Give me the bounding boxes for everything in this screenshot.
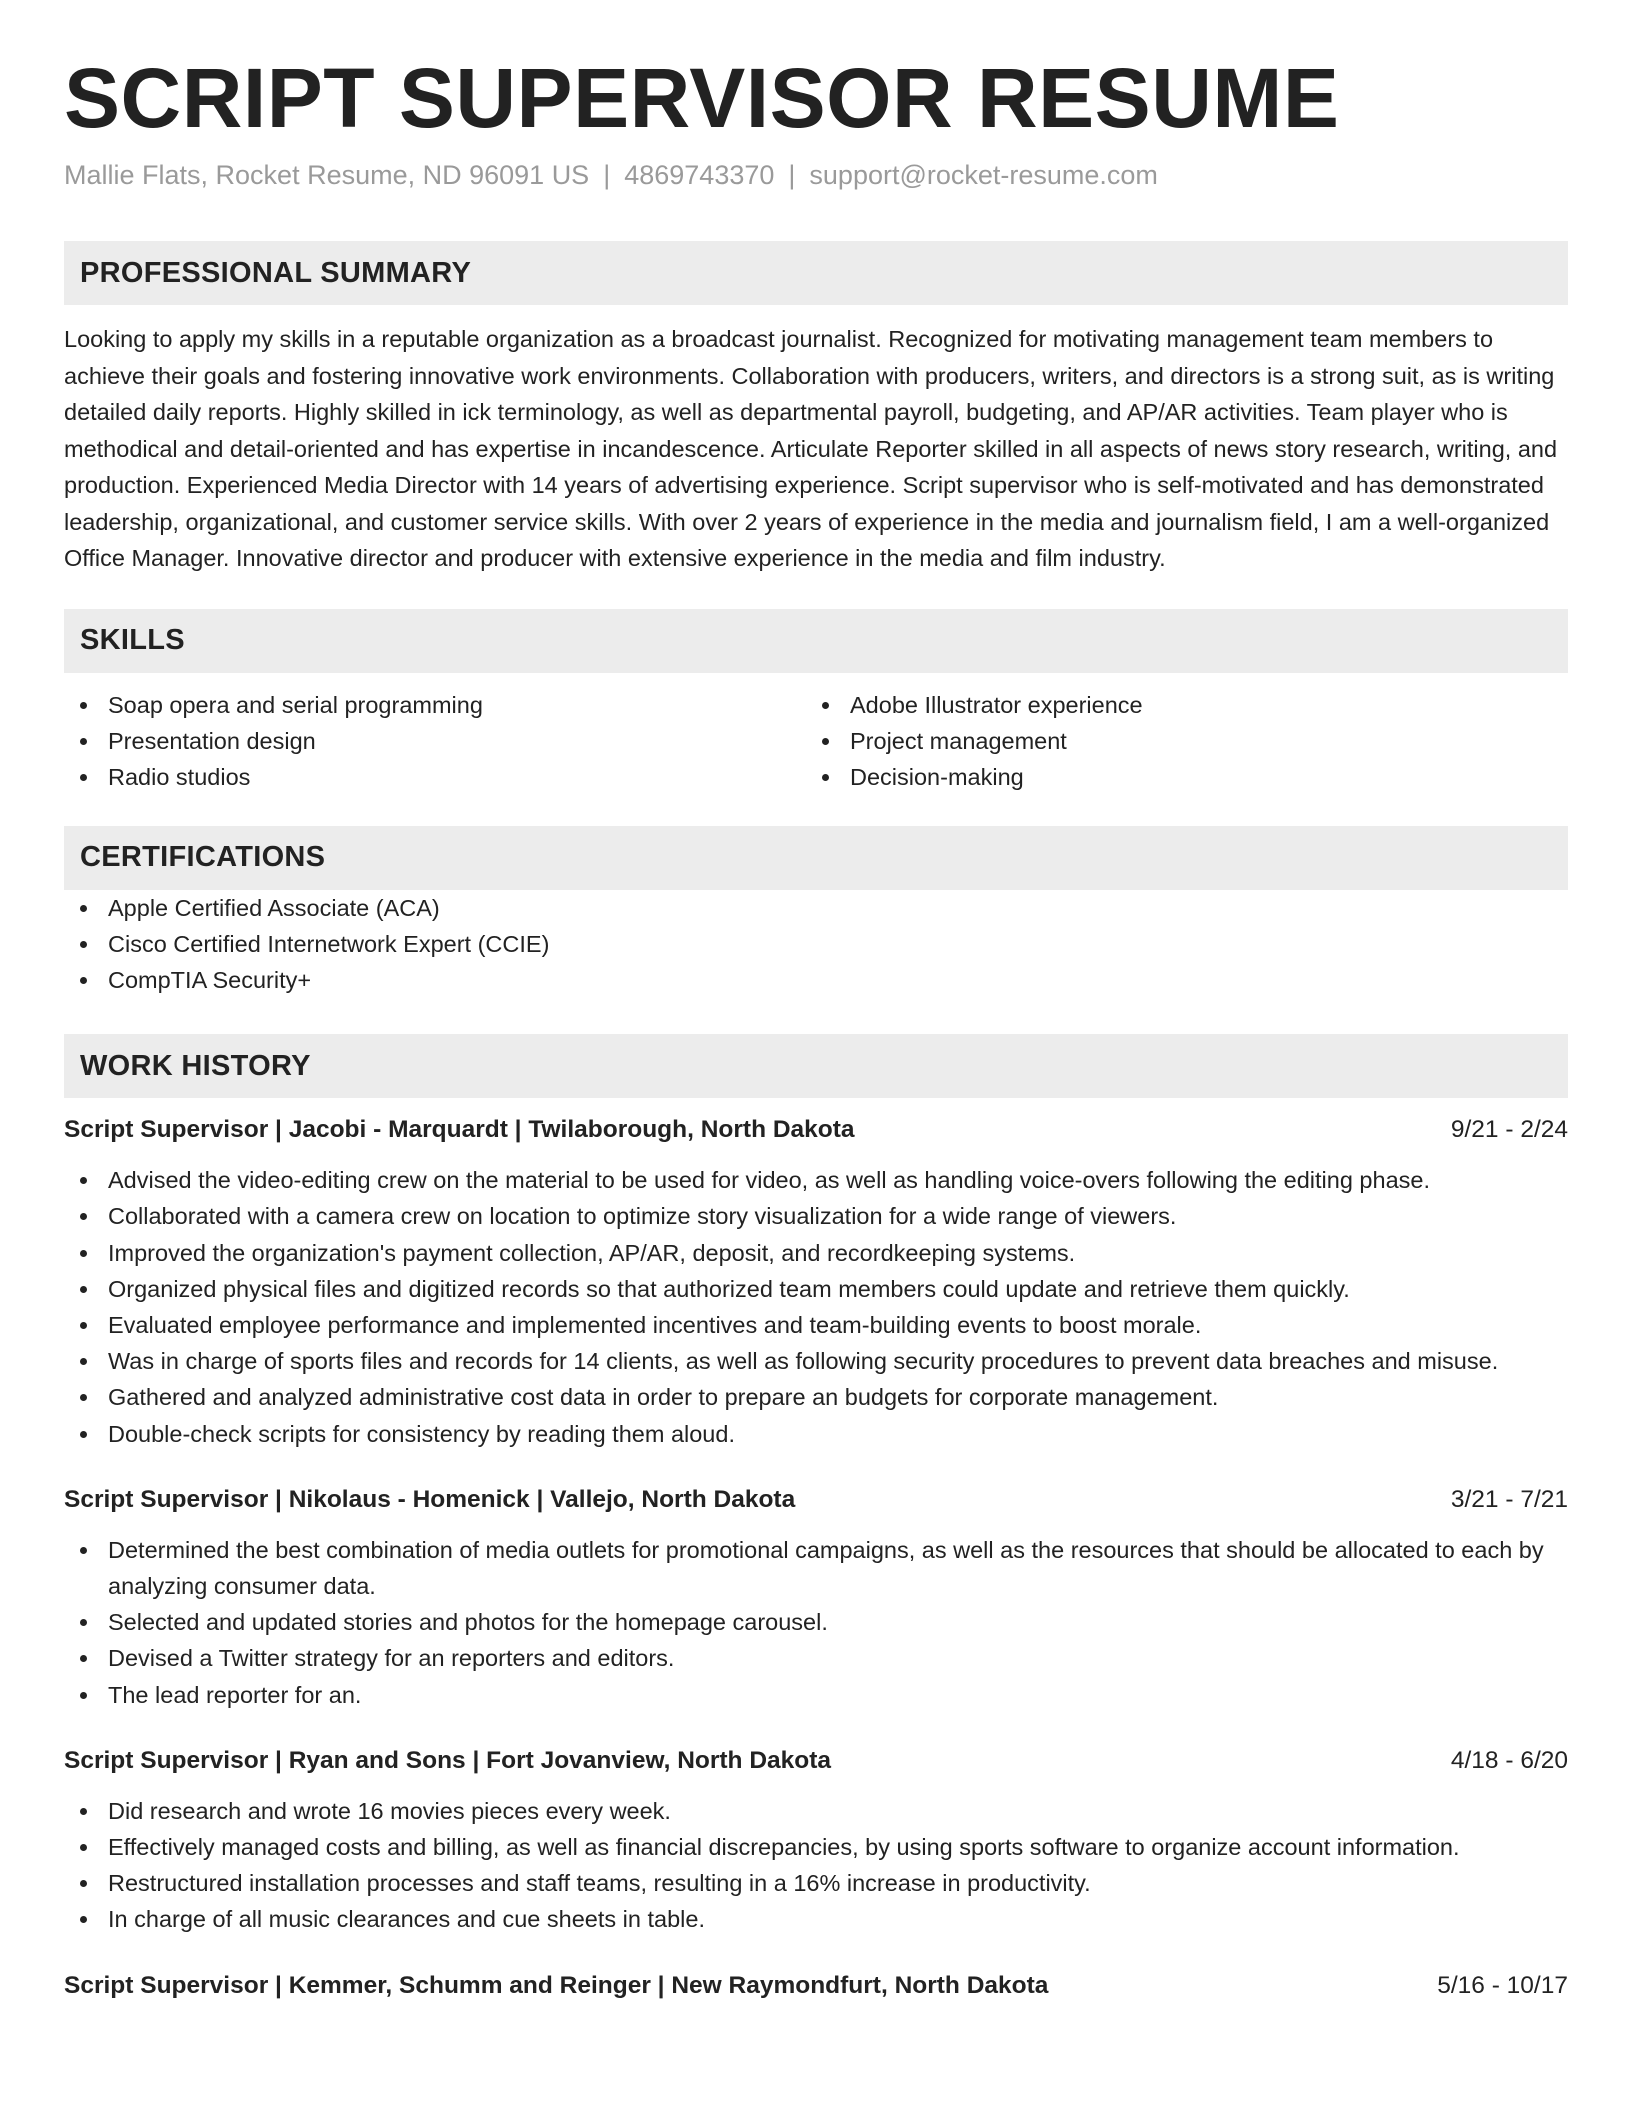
job-bullet: Devised a Twitter strategy for an reporters and editors. — [64, 1640, 1568, 1676]
job-bullet: Organized physical files and digitized records so that authorized team members could update and retrieve them quickly. — [64, 1271, 1568, 1307]
job-bullet: Evaluated employee performance and implemented incentives and team-building events to boost morale. — [64, 1307, 1568, 1343]
job-bullet: Selected and updated stories and photos for the homepage carousel. — [64, 1604, 1568, 1640]
skills-list — [64, 687, 1568, 796]
job-entry — [64, 1743, 1568, 1938]
resume-page — [64, 52, 1568, 2004]
job-bullets — [64, 1532, 1568, 1713]
job-heading: Script Supervisor | Ryan and Sons | Fort Jovanview, North Dakota — [64, 1746, 832, 1774]
certification-item: Apple Certified Associate (ACA) — [64, 890, 1568, 926]
section-header-summary: PROFESSIONAL SUMMARY — [64, 241, 1568, 305]
job-bullet: Advised the video-editing crew on the material to be used for video, as well as handling voice-overs following the editing phase. — [64, 1162, 1568, 1198]
summary-text: Looking to apply my skills in a reputable organization as a broadcast journalist. Recognized for motivating management team members to achieve their goals and fostering innovative work environments. Collaboration with producers, writers, and directors is a strong suit, as is writing detailed daily reports. Highly skilled in ick terminology, as well as departmental payroll, budgeting, and AP/AR activities. Team player who is methodical and detail-oriented and has expertise in incandescence. Articulate Reporter skilled in all aspects of news story research, writing, and production. Experienced Media Director with 14 years of advertising experience. Script supervisor who is self-motivated and has demonstrated leadership, organizational, and customer service skills. With over 2 years of experience in the media and journalism field, I am a well-organized Office Manager. Innovative director and producer with extensive experience in the media and film industry. — [64, 326, 1558, 572]
job-bullets — [64, 1793, 1568, 1938]
job-header — [64, 1112, 1568, 1148]
job-heading: Script Supervisor | Nikolaus - Homenick | Vallejo, North Dakota — [64, 1485, 796, 1513]
job-dates: 3/21 - 7/21 — [1450, 1485, 1568, 1513]
job-bullets — [64, 1162, 1568, 1452]
section-header-work-history: WORK HISTORY — [64, 1034, 1568, 1098]
certification-item: Cisco Certified Internetwork Expert (CCIE) — [64, 926, 1568, 962]
section-header-skills: SKILLS — [64, 609, 1568, 673]
job-bullet: Restructured installation processes and staff teams, resulting in a 16% increase in productivity. — [64, 1865, 1568, 1901]
contact-separator: | — [788, 160, 796, 191]
job-header — [64, 1743, 1568, 1779]
skill-item: Adobe Illustrator experience — [806, 687, 1548, 723]
skill-item: Soap opera and serial programming — [64, 687, 806, 723]
contact-info — [64, 158, 1568, 193]
resume-title: SCRIPT SUPERVISOR RESUME — [64, 51, 1340, 145]
job-bullet: The lead reporter for an. — [64, 1677, 1568, 1713]
job-heading: Script Supervisor | Jacobi - Marquardt | Twilaborough, North Dakota — [64, 1116, 855, 1144]
contact-address: Mallie Flats, Rocket Resume, ND 96091 US — [64, 160, 590, 191]
contact-email: support@rocket-resume.com — [809, 160, 1158, 191]
job-header — [64, 1968, 1568, 2004]
job-bullet: Was in charge of sports files and records for 14 clients, as well as following security procedures to prevent data breaches and misuse. — [64, 1343, 1568, 1379]
job-bullet: Improved the organization's payment collection, AP/AR, deposit, and recordkeeping systems. — [64, 1235, 1568, 1271]
skills-column-left — [64, 687, 806, 796]
job-bullet: Effectively managed costs and billing, as well as financial discrepancies, by using sports software to organize account information. — [64, 1829, 1568, 1865]
job-entry — [64, 1112, 1568, 1452]
job-dates: 9/21 - 2/24 — [1450, 1116, 1568, 1144]
certification-item: CompTIA Security+ — [64, 962, 1568, 998]
skill-item: Radio studios — [64, 759, 806, 795]
skill-item: Decision-making — [806, 759, 1548, 795]
job-bullet: Did research and wrote 16 movies pieces every week. — [64, 1793, 1568, 1829]
job-bullet: Double-check scripts for consistency by reading them aloud. — [64, 1416, 1568, 1452]
skill-item: Project management — [806, 723, 1548, 759]
job-dates: 4/18 - 6/20 — [1450, 1746, 1568, 1774]
contact-phone: 4869743370 — [624, 160, 775, 191]
job-heading: Script Supervisor | Kemmer, Schumm and Reinger | New Raymondfurt, North Dakota — [64, 1971, 1049, 1999]
skill-item: Presentation design — [64, 723, 806, 759]
job-bullet: Determined the best combination of media outlets for promotional campaigns, as well as the resources that should be allocated to each by analyzing consumer data. — [64, 1532, 1568, 1604]
job-dates: 5/16 - 10/17 — [1437, 1971, 1568, 1999]
job-entry — [64, 1482, 1568, 1713]
skills-column-right — [806, 687, 1548, 796]
job-header — [64, 1482, 1568, 1518]
section-header-certifications: CERTIFICATIONS — [64, 826, 1568, 890]
job-bullet: Collaborated with a camera crew on location to optimize story visualization for a wide range of viewers. — [64, 1198, 1568, 1234]
contact-separator: | — [603, 160, 611, 191]
job-entry — [64, 1968, 1568, 2004]
job-bullet: In charge of all music clearances and cue sheets in table. — [64, 1901, 1568, 1937]
job-bullet: Gathered and analyzed administrative cost data in order to prepare an budgets for corporate management. — [64, 1379, 1568, 1415]
certifications-list — [64, 890, 1568, 999]
